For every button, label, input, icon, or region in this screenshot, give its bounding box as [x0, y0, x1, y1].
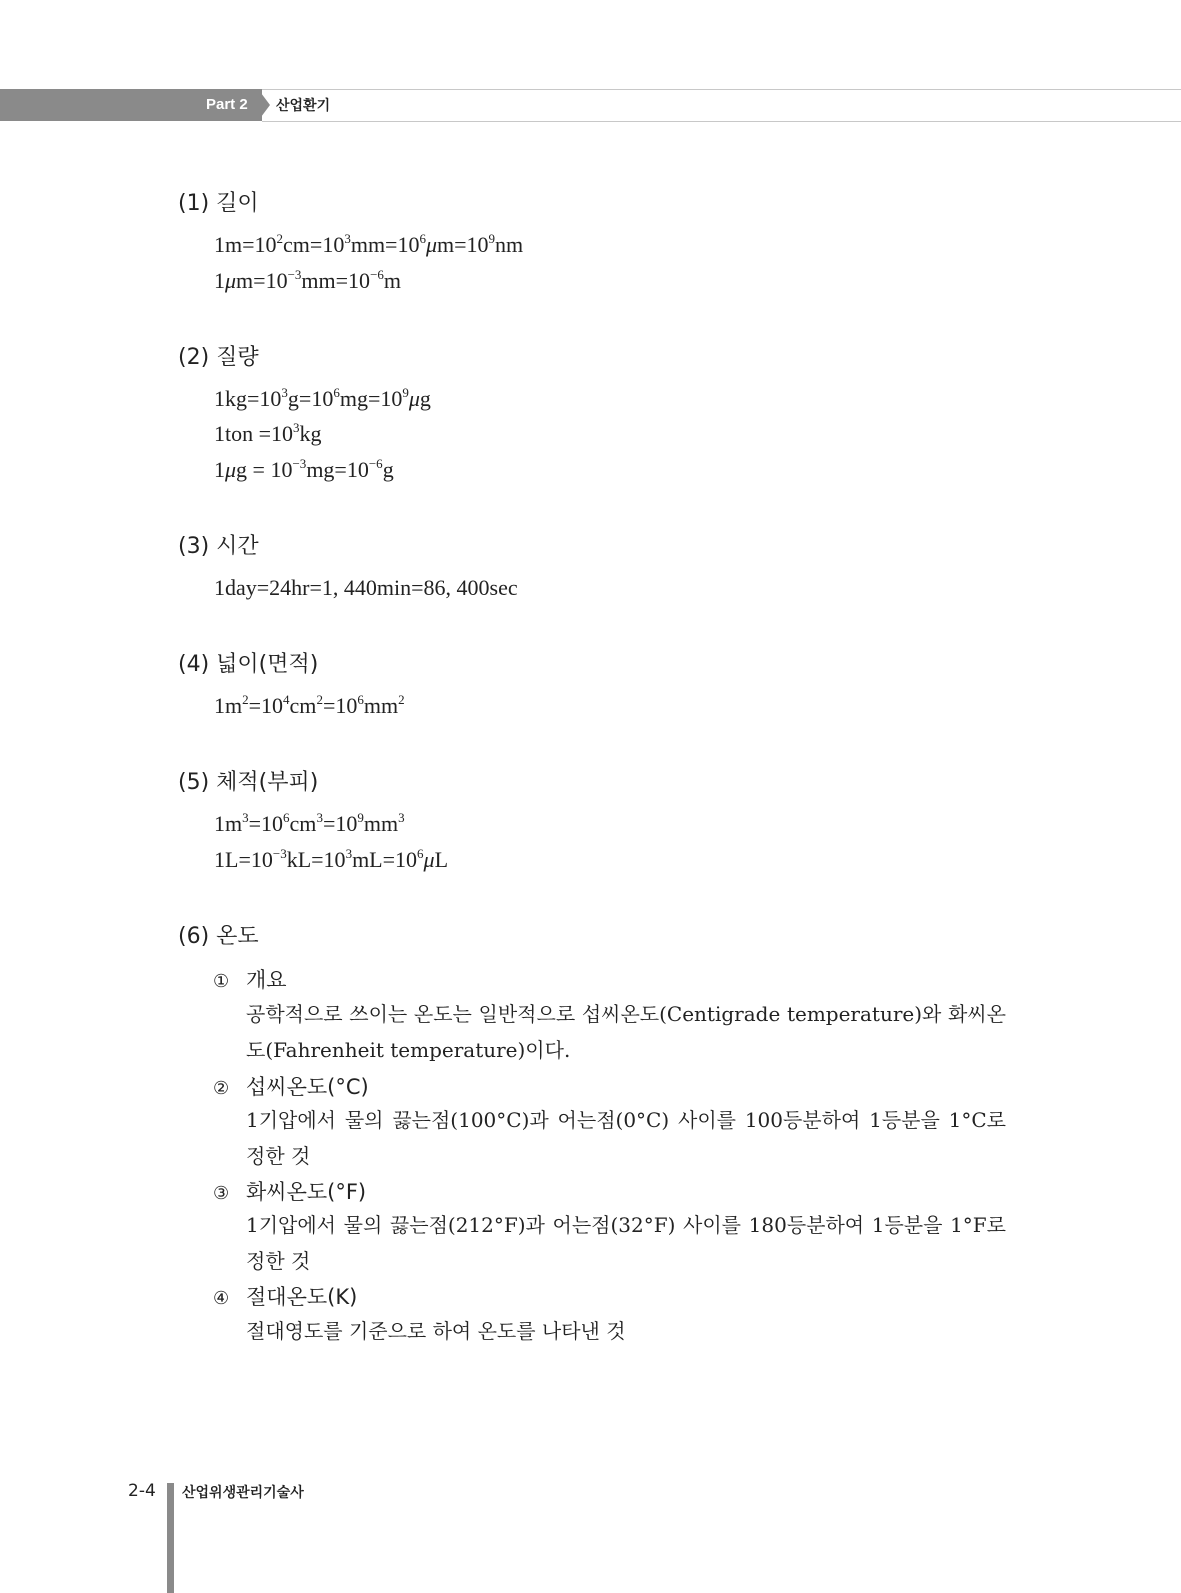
- item-kelvin-text: 절대영도를 기준으로 하여 온도를 나타낸 것: [246, 1319, 626, 1343]
- item-kelvin-heading: [213, 1281, 357, 1311]
- item-celsius-text: 1기압에서 물의 끓는점(100°C)과 어는점(0°C) 사이를 100등분하여 1등분을 1°C로 정한 것: [246, 1108, 1006, 1168]
- item-title: 화씨온도(°F): [246, 1180, 367, 1204]
- item-fahrenheit-heading: [213, 1176, 366, 1206]
- section-volume-title: (5) 체적(부피): [178, 770, 319, 795]
- section-mass-title: (2) 질량: [178, 345, 259, 370]
- section-length-title: (1) 길이: [178, 191, 259, 216]
- item-celsius-heading: [213, 1071, 369, 1101]
- formula-length-1: $1m=10^2cm=10^3mm=10^6\mu m=10^9nm$: [214, 231, 524, 257]
- formula-length-2: $1\mu m=10^{-3}mm=10^{-6}m$: [214, 267, 402, 293]
- item-overview-text: 공학적으로 쓰이는 온도는 일반적으로 섭씨온도(Centigrade temperature)와 화씨온도(Fahrenheit temperature)이다.: [246, 1002, 1006, 1062]
- item-number: ①: [213, 971, 230, 992]
- item-overview-heading: [213, 964, 287, 994]
- book-title: 산업위생관리기술사: [182, 1485, 304, 1501]
- item-number: ④: [213, 1288, 230, 1309]
- item-title: 개요: [246, 968, 287, 992]
- item-fahrenheit-text: 1기압에서 물의 끓는점(212°F)과 어는점(32°F) 사이를 180등분하여 1등분을 1°F로 정한 것: [246, 1213, 1006, 1273]
- part-title: 산업환기: [276, 98, 331, 114]
- formula-time: 1day=24hr=1, 440min=86, 400sec: [214, 575, 518, 600]
- formula-volume-2: $1L=10^{-3}kL=10^3mL=10^6\mu L$: [214, 846, 449, 872]
- section-area-title: (4) 넓이(면적): [178, 652, 319, 677]
- formula-mass-3: $1\mu g = 10^{-3}mg=10^{-6}g$: [214, 456, 394, 482]
- part-label: Part 2: [206, 96, 248, 113]
- section-time-title: (3) 시간: [178, 534, 259, 559]
- item-title: 절대온도(K): [246, 1285, 358, 1309]
- formula-mass-2: $1ton =10^3kg$: [214, 420, 322, 446]
- footer-bar: [167, 1483, 174, 1593]
- page-number: 2-4: [128, 1481, 156, 1501]
- formula-area: $1m^2=10^4cm^2=10^6mm^2$: [214, 692, 405, 718]
- formula-volume-1: $1m^3=10^6cm^3=10^9mm^3$: [214, 810, 405, 836]
- header-rule: [262, 89, 1181, 122]
- item-number: ②: [213, 1078, 230, 1099]
- formula-mass-1: $1kg=10^3g=10^6mg=10^9\mu g$: [214, 385, 431, 411]
- section-temperature-title: (6) 온도: [178, 924, 259, 949]
- item-title: 섭씨온도(°C): [246, 1075, 369, 1099]
- item-number: ③: [213, 1183, 230, 1204]
